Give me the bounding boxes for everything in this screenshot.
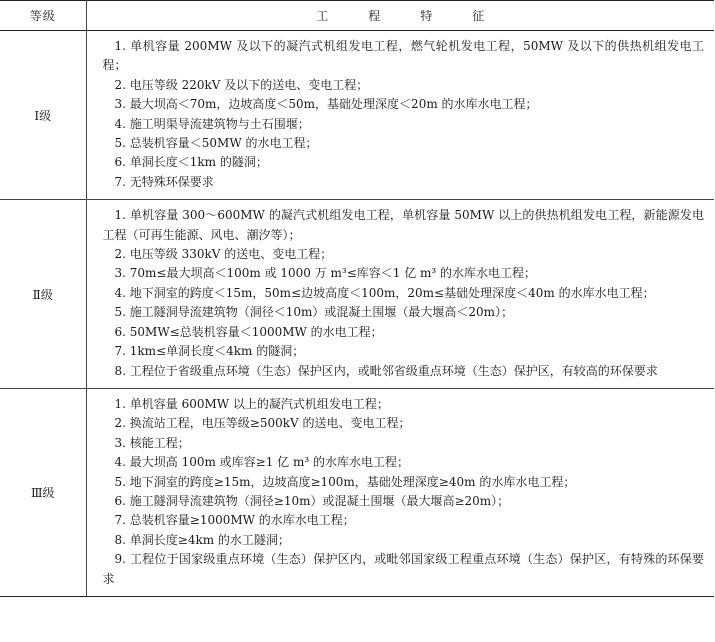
feature-item: 3. 最大坝高＜70m，边坡高度＜50m，基础处理深度＜20m 的水库水电工程； bbox=[114, 97, 538, 112]
feature-list bbox=[87, 389, 715, 596]
feature-item: 1. 单机容量 600MW 以上的凝汽式机组发电工程； bbox=[114, 396, 389, 411]
feature-item: 6. 50MW≤总装机容量＜1000MW 的水电工程； bbox=[114, 324, 383, 339]
feature-item: 9. 工程位于国家级重点环境（生态）保护区内，或毗邻国家级工程重点环境（生态）保护区，有特殊的环保要求 bbox=[102, 552, 704, 586]
feature-item: 8. 工程位于省级重点环境（生态）保护区内，或毗邻省级重点环境（生态）保护区，有较高的环保要求 bbox=[114, 363, 658, 378]
feature-item: 4. 地下洞室的跨度＜15m，50m≤边坡高度＜100m，20m≤基础处理深度＜40m 的水库水电工程； bbox=[114, 285, 655, 300]
features-column-header: 工 程 特 征 bbox=[86, 1, 714, 31]
feature-item: 7. 1km≤单洞长度＜4km 的隧洞； bbox=[114, 344, 305, 359]
feature-item: 6. 单洞长度＜1km 的隧洞； bbox=[114, 155, 268, 170]
features-cell bbox=[86, 200, 714, 389]
feature-item: 5. 地下洞室的跨度≥15m，边坡高度≥100m，基础处理深度≥40m 的水库水电工程； bbox=[114, 474, 576, 489]
feature-item: 5. 施工隧洞导流建筑物（洞径＜10m）或混凝土围堰（最大堰高＜20m）； bbox=[114, 305, 514, 320]
feature-item: 3. 70m≤最大坝高＜100m 或 1000 万 m³≤库容＜1 亿 m³ 的水库水电工程； bbox=[114, 266, 537, 281]
grade-column-header: 等级 bbox=[0, 1, 86, 31]
features-cell bbox=[86, 31, 714, 200]
grade-label: Ⅰ级 bbox=[0, 31, 86, 200]
feature-item: 4. 最大坝高 100m 或库容≥1 亿 m³ 的水库水电工程； bbox=[114, 455, 409, 470]
feature-item: 2. 电压等级 330kV 的送电、变电工程； bbox=[114, 247, 333, 262]
feature-item: 3. 核能工程； bbox=[114, 435, 190, 450]
grade-label: Ⅱ级 bbox=[0, 200, 86, 389]
feature-item: 5. 总装机容量＜50MW 的水电工程； bbox=[114, 136, 318, 151]
feature-item: 4. 施工明渠导流建筑物与土石围堰； bbox=[114, 116, 310, 131]
feature-item: 1. 单机容量 300～600MW 的凝汽式机组发电工程，单机容量 50MW 以上的供热机组发电工程，新能源发电工程（可再生能源、风电、潮汐等）； bbox=[102, 208, 704, 242]
feature-item: 8. 单洞长度≥4km 的水工隧洞； bbox=[114, 532, 290, 547]
feature-list bbox=[87, 200, 715, 388]
feature-item: 2. 换流站工程，电压等级≥500kV 的送电、变电工程； bbox=[114, 416, 411, 431]
grade-label: Ⅲ级 bbox=[0, 388, 86, 596]
grade-row bbox=[0, 388, 714, 596]
table-header-row bbox=[0, 1, 714, 31]
feature-item: 7. 总装机容量≥1000MW 的水库水电工程； bbox=[114, 513, 355, 528]
feature-item: 7. 无特殊环保要求 bbox=[114, 174, 214, 189]
feature-item: 2. 电压等级 220kV 及以下的送电、变电工程； bbox=[114, 77, 369, 92]
table-body bbox=[0, 31, 714, 597]
grade-row bbox=[0, 200, 714, 389]
feature-item: 6. 施工隧洞导流建筑物（洞径≥10m）或混凝土围堰（最大堰高≥20m）； bbox=[114, 493, 510, 508]
features-cell bbox=[86, 388, 714, 596]
feature-list bbox=[87, 31, 715, 199]
grade-row bbox=[0, 31, 714, 200]
feature-item: 1. 单机容量 200MW 及以下的凝汽式机组发电工程，燃气轮机发电工程，50MW 及以下的供热机组发电工程； bbox=[102, 39, 704, 73]
